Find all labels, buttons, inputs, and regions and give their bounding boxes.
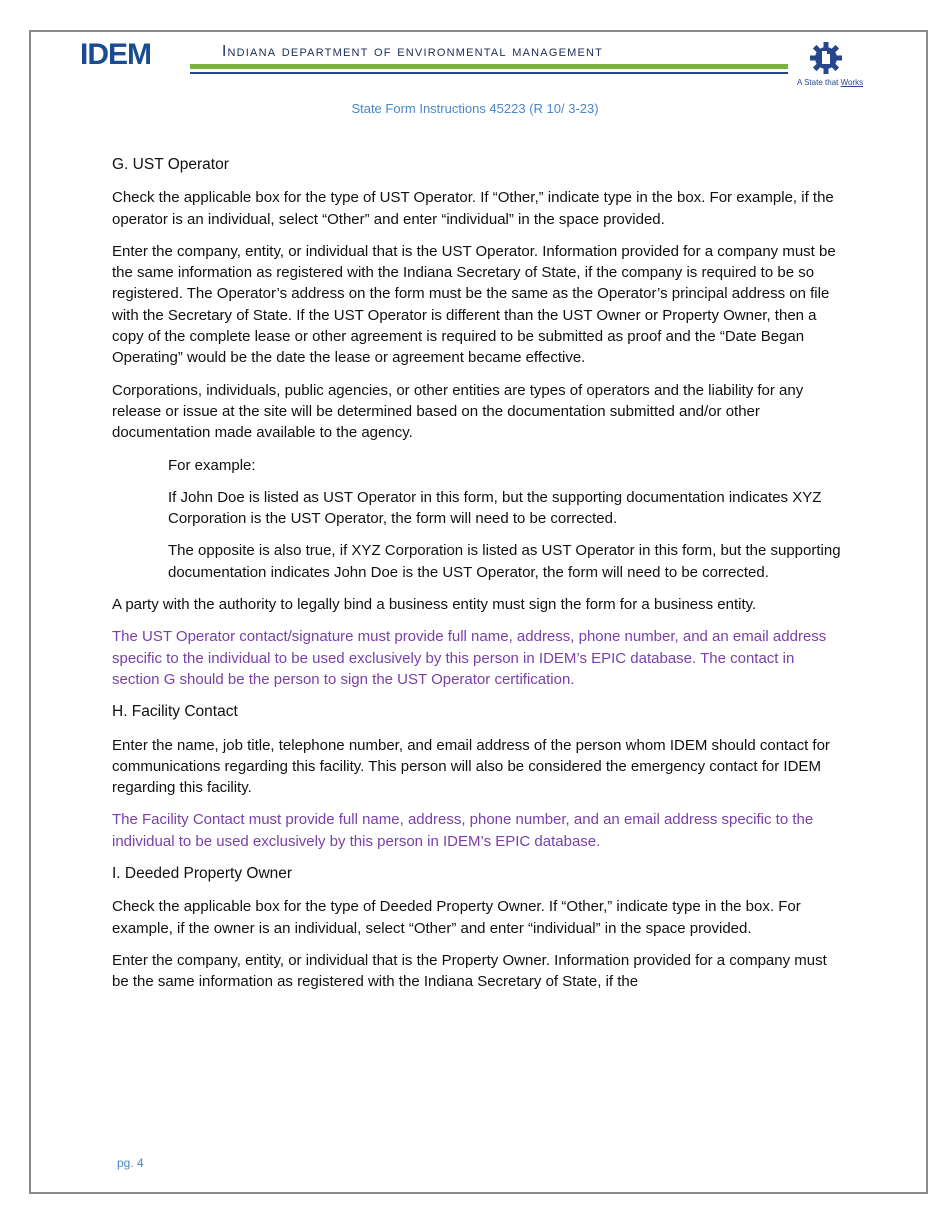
department-name: Indiana department of environmental management xyxy=(222,43,604,60)
header-rule-green xyxy=(190,64,788,69)
header-rule-blue xyxy=(190,72,788,74)
tagline-prefix: A State that xyxy=(797,78,841,87)
section-g-example-2: The opposite is also true, if XYZ Corporation is listed as UST Operator in this form, but the supporting documentation indicates John Doe is the UST Operator, the form will need to be corrected. xyxy=(168,542,841,581)
section-i-paragraph-2: Enter the company, entity, or individual that is the Property Owner. Information provided for a company must be the same information as registered with the Indiana Secretary of State, if the xyxy=(112,951,827,991)
indiana-gear-icon xyxy=(808,40,844,76)
section-h-title: H. Facility Contact xyxy=(112,703,238,721)
section-g-note: The UST Operator contact/signature must provide full name, address, phone number, and an email address specific to the individual to be used exclusively by this person in IDEM’s EPIC database. The contact in section G should be the person to sign the UST Operator certification. xyxy=(112,628,827,688)
section-g-paragraph-4: A party with the authority to legally bind a business entity must sign the form for a business entity. xyxy=(112,596,757,614)
section-h-paragraph-1: Enter the name, job title, telephone number, and email address of the person whom IDEM should contact for communications regarding this facility. This person will also be considered the emergency contact for IDEM regarding this facility. xyxy=(112,736,830,797)
form-identifier: State Form Instructions 45223 (R 10/ 3-23) xyxy=(351,101,599,116)
section-i-title: I. Deeded Property Owner xyxy=(112,865,293,883)
tagline xyxy=(797,78,863,87)
document-body xyxy=(112,154,842,1004)
section-i-paragraph-1: Check the applicable box for the type of Deeded Property Owner. If “Other,” indicate type in the box. For example, if the owner is an individual, select “Other” and enter “individual” in the space provided. xyxy=(112,898,801,937)
idem-logo: IDEM xyxy=(80,38,151,71)
section-g-title: G. UST Operator xyxy=(112,156,229,173)
section-g-paragraph-3: Corporations, individuals, public agencies, or other entities are types of operators and the liability for any release or issue at the site will be determined based on the documentation submitted and/or other documentation made available to the agency. xyxy=(112,381,804,442)
section-g-paragraph-2: Enter the company, entity, or individual that is the UST Operator. Information provided for a company must be the same information as registered with the Indiana Secretary of State, if the company is required to be so registered. The Operator’s address on the form must be the same as the Operator’s principal address on file with the Secretary of State. If the UST Operator is different than the UST Owner or Property Owner, then a copy of the complete lease or other agreement is required to be submitted as proof and the “Date Began Operating” would be the date the lease or agreement became effective. xyxy=(112,242,836,367)
tagline-emphasis: Works xyxy=(840,78,864,87)
page-number: pg. 4 xyxy=(117,1156,144,1170)
section-g-paragraph-1: Check the applicable box for the type of UST Operator. If “Other,” indicate type in the box. For example, if the operator is an individual, select “Other” and enter “individual” in the space provided. xyxy=(112,189,834,228)
section-g-example-label: For example: xyxy=(168,456,256,474)
section-h-note: The Facility Contact must provide full name, address, phone number, and an email address specific to the individual to be used exclusively by this person in IDEM’s EPIC database. xyxy=(112,811,814,850)
section-g-example-1: If John Doe is listed as UST Operator in this form, but the supporting documentation indicates XYZ Corporation is the UST Operator, the form will need to be corrected. xyxy=(168,488,822,528)
